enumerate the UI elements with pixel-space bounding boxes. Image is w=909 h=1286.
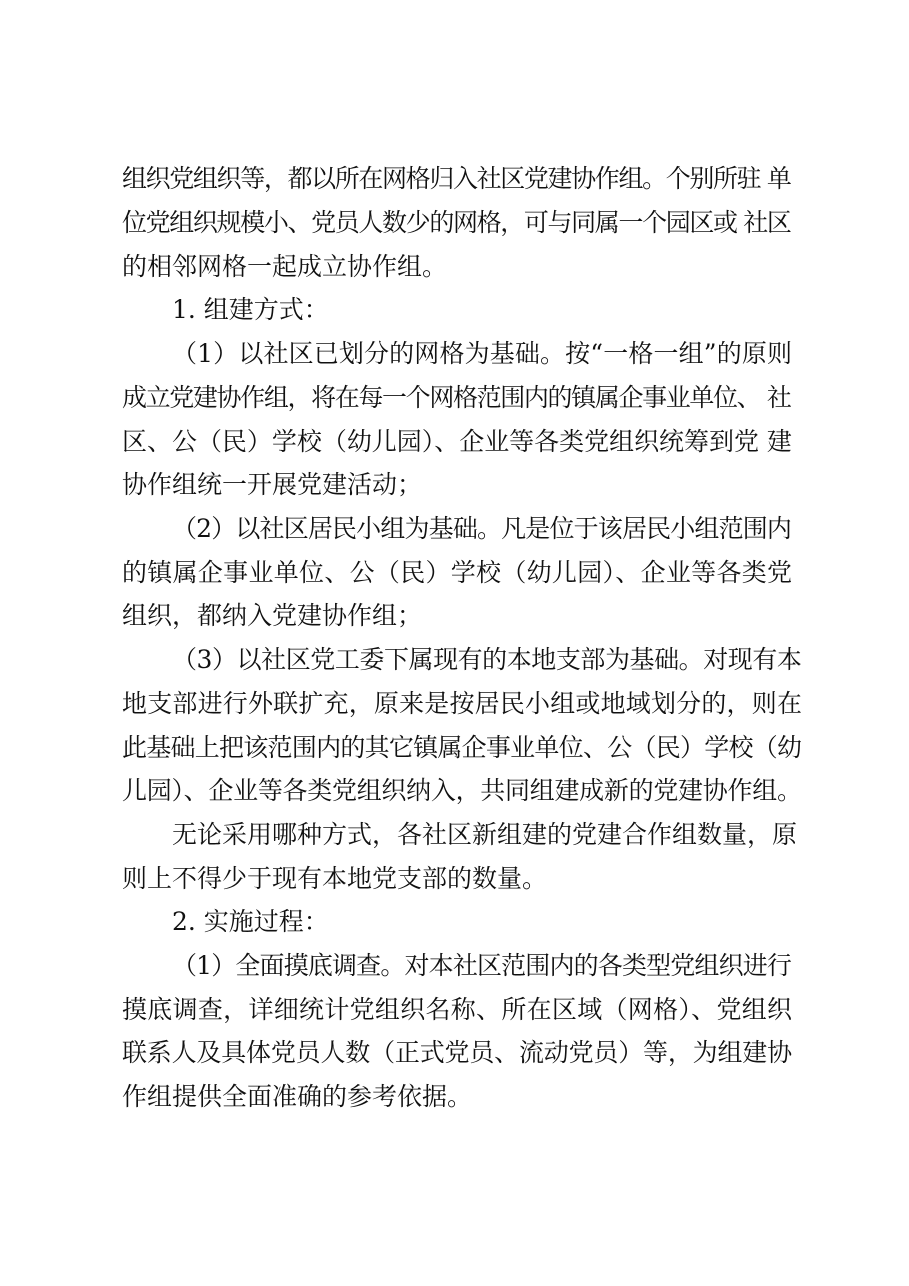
text-line: 位党组织规模小、党员人数少的网格，可与同属一个园区或 社区 bbox=[122, 208, 791, 237]
text-line: （1）全面摸底调查。对本社区范围内的各类型党组织进行 bbox=[172, 951, 792, 980]
text-line: （1）以社区已划分的网格为基础。按“一格一组”的原则 bbox=[172, 339, 793, 368]
text-line: 则上不得少于现有本地党支部的数量。 bbox=[122, 864, 548, 893]
text-line: 儿园）、企业等各类党组织纳入，共同组建成新的党建协作组。 bbox=[122, 776, 802, 805]
text-line: 协作组统一开展党建活动； bbox=[122, 470, 423, 499]
text-line: 无论采用哪种方式，各社区新组建的党建合作组数量，原 bbox=[172, 820, 798, 849]
text-line: 的镇属企事业单位、公（民）学校（幼儿园）、企业等各类党 bbox=[122, 558, 793, 587]
text-line: 的相邻网格一起成立协作组。 bbox=[122, 252, 448, 281]
text-line: （3）以社区党工委下属现有的本地支部为基础。对现有本 bbox=[172, 645, 802, 674]
text-line: 作组提供全面准确的参考依据。 bbox=[122, 1082, 473, 1111]
text-line: 摸底调查，详细统计党组织名称、所在区域（网格）、党组织 bbox=[122, 995, 793, 1024]
text-line: 区、公（民）学校（幼儿园）、企业等各类党组织统筹到党 建 bbox=[122, 427, 792, 456]
section-heading: 2. 实施过程： bbox=[172, 907, 329, 936]
text-line: （2）以社区居民小组为基础。凡是位于该居民小组范围内 bbox=[172, 514, 792, 543]
section-heading: 1. 组建方式： bbox=[172, 295, 329, 324]
text-line: 组织，都纳入党建协作组； bbox=[122, 601, 423, 630]
text-line: 组织党组织等，都以所在网格归入社区党建协作组。个别所驻 单 bbox=[122, 164, 791, 193]
text-line: 此基础上把该范围内的其它镇属企事业单位、公（民）学校（幼 bbox=[122, 733, 802, 762]
text-line: 联系人及具体党员人数（正式党员、流动党员）等，为组建协 bbox=[122, 1038, 792, 1067]
text-line: 地支部进行外联扩充，原来是按居民小组或地域划分的，则在 bbox=[122, 689, 803, 718]
text-line: 成立党建协作组，将在每一个网格范围内的镇属企事业单位、 社 bbox=[122, 383, 791, 412]
